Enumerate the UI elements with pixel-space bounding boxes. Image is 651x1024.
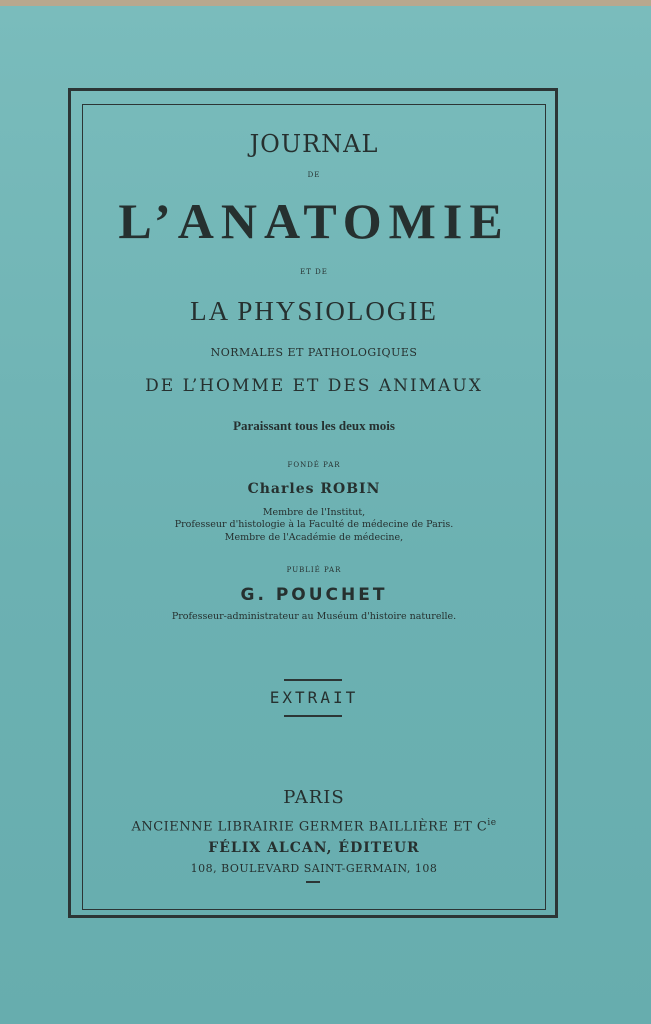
founder-title-2: Professeur d'histologie à la Faculté de médecine de Paris. xyxy=(174,519,454,530)
founder-name: Charles ROBIN xyxy=(247,481,381,497)
et-de-connector: ET DE xyxy=(300,268,328,276)
journal-heading: JOURNAL xyxy=(249,130,379,158)
normales-subtitle: NORMALES ET PATHOLOGIQUES xyxy=(210,346,418,359)
publication-frequency: Paraissant tous les deux mois xyxy=(233,418,395,433)
imprint-city: PARIS xyxy=(283,787,345,808)
publisher-title: Professeur-administrateur au Muséum d'histoire naturelle. xyxy=(171,611,457,622)
imprint-address: 108, BOULEVARD SAINT-GERMAIN, 108 xyxy=(190,862,438,875)
homme-subtitle: DE L’HOMME ET DES ANIMAUX xyxy=(145,376,483,396)
founded-by-label: FONDÉ PAR xyxy=(287,461,341,469)
extrait-bottom-rule xyxy=(284,715,342,717)
librairie-text: ANCIENNE LIBRAIRIE GERMER BAILLIÈRE ET C xyxy=(131,819,488,835)
anatomie-title: L’ANATOMIE xyxy=(118,193,510,249)
published-by-label: PUBLIÉ PAR xyxy=(286,566,342,574)
publisher-name: G. POUCHET xyxy=(240,585,388,605)
imprint-editeur: FÉLIX ALCAN, ÉDITEUR xyxy=(208,840,420,856)
librairie-superscript: ie xyxy=(487,818,497,828)
paper-top-edge xyxy=(0,0,651,6)
physiologie-title: LA PHYSIOLOGIE xyxy=(190,296,438,326)
founder-title-1: Membre de l'Institut, xyxy=(262,507,366,518)
imprint-librairie xyxy=(82,818,546,834)
imprint-dash xyxy=(306,881,320,883)
founder-title-3: Membre de l'Académie de médecine, xyxy=(224,532,404,543)
extrait-label: EXTRAIT xyxy=(269,688,359,707)
de-connector: DE xyxy=(307,171,321,179)
extrait-top-rule xyxy=(284,679,342,681)
